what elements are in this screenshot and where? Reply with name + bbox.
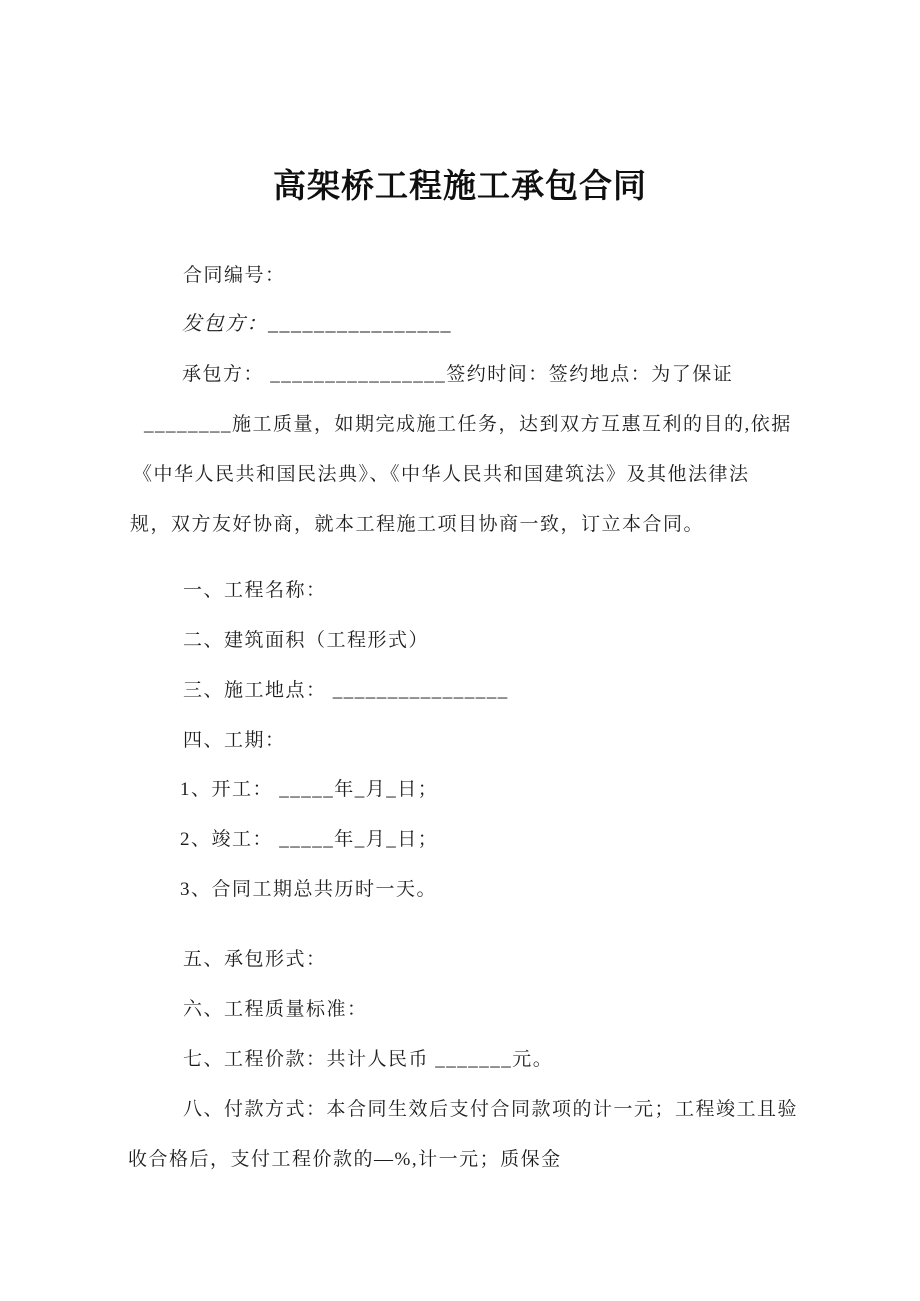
party-b-line: 承包方： ________________签约时间：签约地点：为了保证 [182, 364, 734, 385]
preamble-line-2: 《中华人民共和国民法典》、《中华人民共和国建筑法》及其他法律法 [133, 464, 750, 485]
item-6-quality-line: 六、工程质量标准： [183, 999, 368, 1020]
item-7-price-line: 七、工程价款：共计人民币 _______元。 [183, 1049, 554, 1070]
item-8-payment-cont-line: 收合格后，支付工程价款的—%,计一元；质保金 [128, 1149, 562, 1170]
document-title: 高架桥工程施工承包合同 [273, 166, 647, 205]
item-1-project-name-line: 一、工程名称： [183, 580, 327, 601]
item-4-2-finish-date-line: 2、竣工： _____年_月_日； [180, 829, 439, 850]
preamble-line-3: 规，双方友好协商，就本工程施工项目协商一致，订立本合同。 [130, 514, 705, 535]
item-3-site-line: 三、施工地点： ________________ [183, 680, 509, 701]
item-2-building-area-line: 二、建筑面积（工程形式） [183, 630, 430, 651]
item-4-3-total-days-line: 3、合同工期总共历时一天。 [180, 879, 438, 900]
item-4-1-start-date-line: 1、开工： _____年_月_日； [180, 779, 439, 800]
item-5-contract-form-line: 五、承包形式： [183, 949, 327, 970]
party-a-line: 发包方：________________ [182, 313, 452, 335]
item-4-duration-line: 四、工期： [183, 730, 286, 751]
preamble-line-1: ________施工质量，如期完成施工任务，达到双方互惠互利的目的,依据 [144, 414, 792, 435]
item-8-payment-line: 八、付款方式：本合同生效后支付合同款项的计一元；工程竣工且验 [183, 1099, 799, 1120]
contract-number-line: 合同编号： [183, 265, 286, 286]
